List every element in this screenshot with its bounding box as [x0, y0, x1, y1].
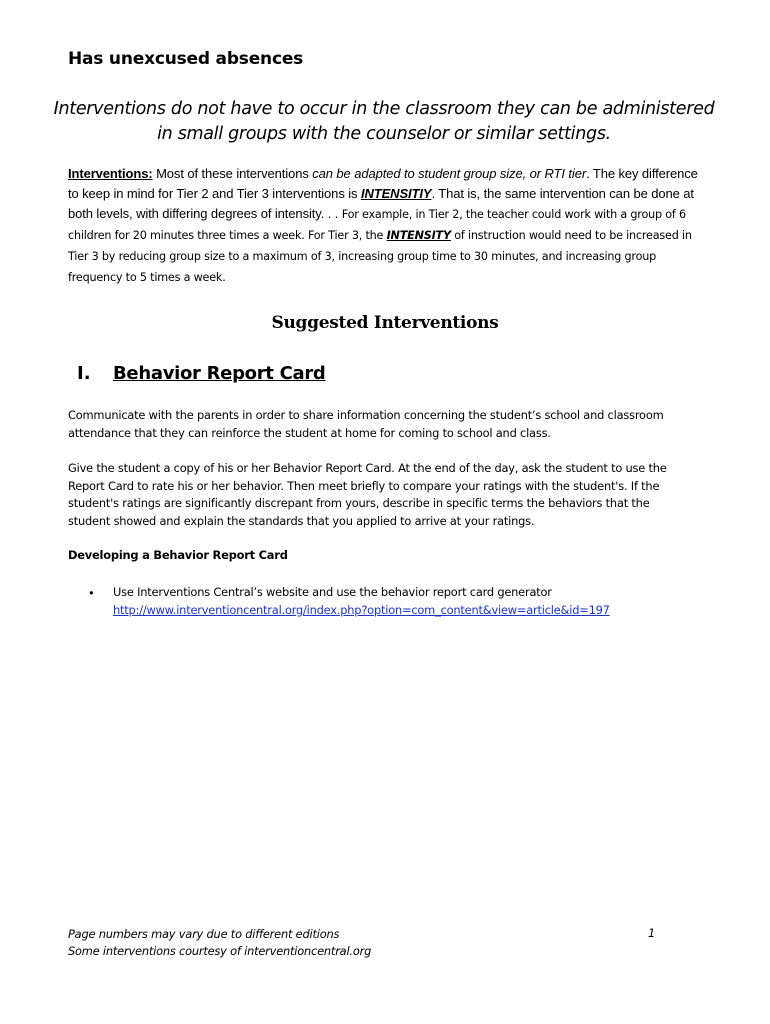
developing-label: Developing a Behavior Report Card: [68, 548, 288, 562]
interventions-label: Interventions:: [68, 166, 153, 181]
intro-text-2: . The key difference to keep in mind for Tier 2 and Tier 3 interventions is: [68, 166, 698, 201]
behavior-report-card-link[interactable]: http://www.interventioncentral.org/index.php?option=com_content&view=article&id=197: [113, 602, 610, 617]
intensity-emphasis-1: INTENSITIY: [360, 186, 432, 201]
intro-italic: can be adapted to student group size, or RTI tier: [312, 166, 587, 181]
subtitle: [50, 97, 718, 147]
bullet-text: Use Interventions Central’s website and use the behavior report card generator: [113, 585, 552, 599]
footer-line-2: Some interventions courtesy of interventioncentral.org: [68, 944, 372, 958]
interventions-intro: [68, 164, 708, 288]
paragraph-parents: Communicate with the parents in order to share information concerning the student’s school and classroom attendance that they can reinforce the student at home for coming to school and class.: [68, 408, 664, 440]
intensity-emphasis-2: INTENSITY: [386, 229, 451, 242]
intro-text-3: . That is, the same intervention can be done at both levels, with differing degrees of intensity. . .: [68, 186, 694, 221]
subtitle-line-1: Interventions do not have to occur in the classroom they can be administered: [53, 99, 715, 119]
subsection-title: Behavior Report Card: [113, 363, 326, 384]
bullet-item: [113, 584, 713, 619]
page-number: 1: [648, 926, 656, 940]
intro-example-2: of instruction would need to be increased in Tier 3 by reducing group size to a maximum of 3, increasing group time to 30 minutes, and increasing group frequency to 5 times a week.: [68, 229, 692, 284]
bullet-icon: •: [88, 586, 95, 600]
intro-text-1: Most of these interventions: [152, 166, 313, 181]
intro-example-1: For example, in Tier 2, the teacher could work with a group of 6 children for 20 minutes three times a week. For Tier 3, the: [68, 208, 686, 242]
subtitle-line-2: in small groups with the counselor or similar settings.: [157, 124, 611, 144]
section-title: Suggested Interventions: [271, 313, 499, 333]
page-heading: Has unexcused absences: [68, 49, 304, 69]
paragraph-report-card: Give the student a copy of his or her Behavior Report Card. At the end of the day, ask the student to use the Report Card to rate his or her behavior. Then meet briefly to compare your ratings with the student's. If the student's ratings are significantly discrepant from yours, describe in specific terms the behaviors that the student showed and explain the standards that you applied to arrive at your ratings.: [68, 461, 667, 528]
footer: [68, 926, 371, 960]
footer-line-1: Page numbers may vary due to different editions: [68, 927, 340, 941]
subsection-numeral: I.: [77, 363, 91, 384]
